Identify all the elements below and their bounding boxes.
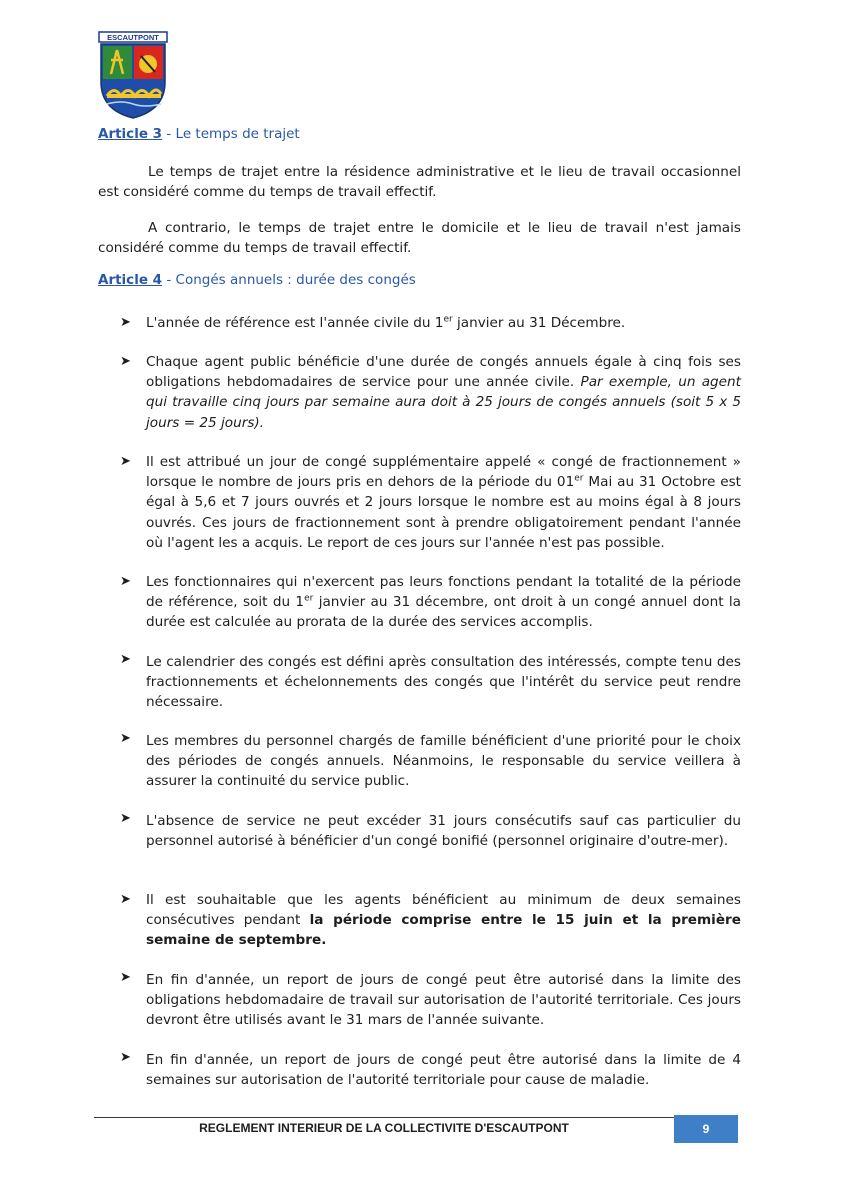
list-item: En fin d'année, un report de jours de congé peut être autorisé dans la limite de 4 semaines sur autorisation de l'autorité territoriale pour cause de maladie. [146,1052,741,1089]
footer-divider [94,1117,738,1118]
article-3-title: Le temps de trajet [175,126,300,142]
article-3-paragraph-1: Le temps de trajet entre la résidence administrative et le lieu de travail occasionnel est considéré comme du temps de travail effectif. [98,164,741,200]
arrow-bullet-icon: ➤ [120,454,131,469]
footer-title: REGLEMENT INTERIEUR DE LA COLLECTIVITE D'ESCAUTPONT [199,1121,569,1135]
arrow-bullet-icon: ➤ [120,354,131,369]
svg-text:ESCAUTPONT: ESCAUTPONT [107,33,159,42]
page-number: 9 [674,1115,738,1143]
list-item: L'absence de service ne peut excéder 31 jours consécutifs sauf cas particulier du personnel autorisé à bénéficier d'un congé bonifié (personnel originaire d'outre-mer). [146,813,741,850]
arrow-bullet-icon: ➤ [120,315,131,330]
article-3-heading: Article 3 - Le temps de trajet [98,126,300,142]
article-3-number: Article 3 [98,126,163,142]
arrow-bullet-icon: ➤ [120,652,131,667]
arrow-bullet-icon: ➤ [120,1050,131,1065]
arrow-bullet-icon: ➤ [120,574,131,589]
list-item: ➤ L'année de référence est l'année civile du 1er janvier au 31 Décembre. [146,313,741,333]
arrow-bullet-icon: ➤ [120,731,131,746]
article-4-number: Article 4 [98,272,163,288]
article-4-heading: Article 4 - Congés annuels : durée des congés [98,272,416,288]
arrow-bullet-icon: ➤ [120,811,131,826]
arrow-bullet-icon: ➤ [120,892,131,907]
list-item: En fin d'année, un report de jours de congé peut être autorisé dans la limite des obligations hebdomadaire de travail sur autorisation de l'autorité territoriale. Ces jours devront être utilisés avant le 31 mars de l'année suivante. [146,972,741,1029]
list-item: ➤ Chaque agent public bénéficie d'une durée de congés annuels égale à cinq fois ses obligations hebdomadaires de service pour une année civile. Par exemple, un agent qui travaille cinq jours par semaine aura doit à 25 jours de congés annuels (soit 5 x 5 jours = 25 jours). [120,354,741,431]
list-item: ➤ Il est attribué un jour de congé supplémentaire appelé « congé de fractionnement » lorsque le nombre de jours pris en dehors de la période du 01er Mai au 31 Octobre est égal à 5,6 et 7 jours ouvrés et 2 jours lorsque le nombre est au moins égal à 8 jours ouvrés. Ces jours de fractionnement sont à prendre obligatoirement pendant l'année où l'agent les a acquis. Le report de ces jours sur l'année n'est pas possible. [120,454,742,551]
article-3-paragraph-2: A contrario, le temps de trajet entre le domicile et le lieu de travail n'est jamais considéré comme du temps de travail effectif. [98,220,741,256]
escautpont-crest-logo [97,30,169,120]
list-item: ➤ Les fonctionnaires qui n'exercent pas leurs fonctions pendant la totalité de la période de référence, soit du 1er janvier au 31 décembre, ont droit à un congé annuel dont la durée est calculée au prorata de la durée des services accomplis. [120,574,741,631]
list-item: Les membres du personnel chargés de famille bénéficient d'une priorité pour le choix des périodes de congés annuels. Néanmoins, le responsable du service veillera à assurer la continuité du service public. [146,733,741,790]
list-item: ➤ Il est souhaitable que les agents bénéficient au minimum de deux semaines consécutives pendant la période comprise entre le 15 juin et la première semaine de septembre. [120,892,741,949]
arrow-bullet-icon: ➤ [120,970,131,985]
article-4-title: Congés annuels : durée des congés [175,272,416,288]
list-item: Le calendrier des congés est défini après consultation des intéressés, compte tenu des fractionnements et échelonnements des congés que l'intérêt du service peut rendre nécessaire. [146,654,741,711]
